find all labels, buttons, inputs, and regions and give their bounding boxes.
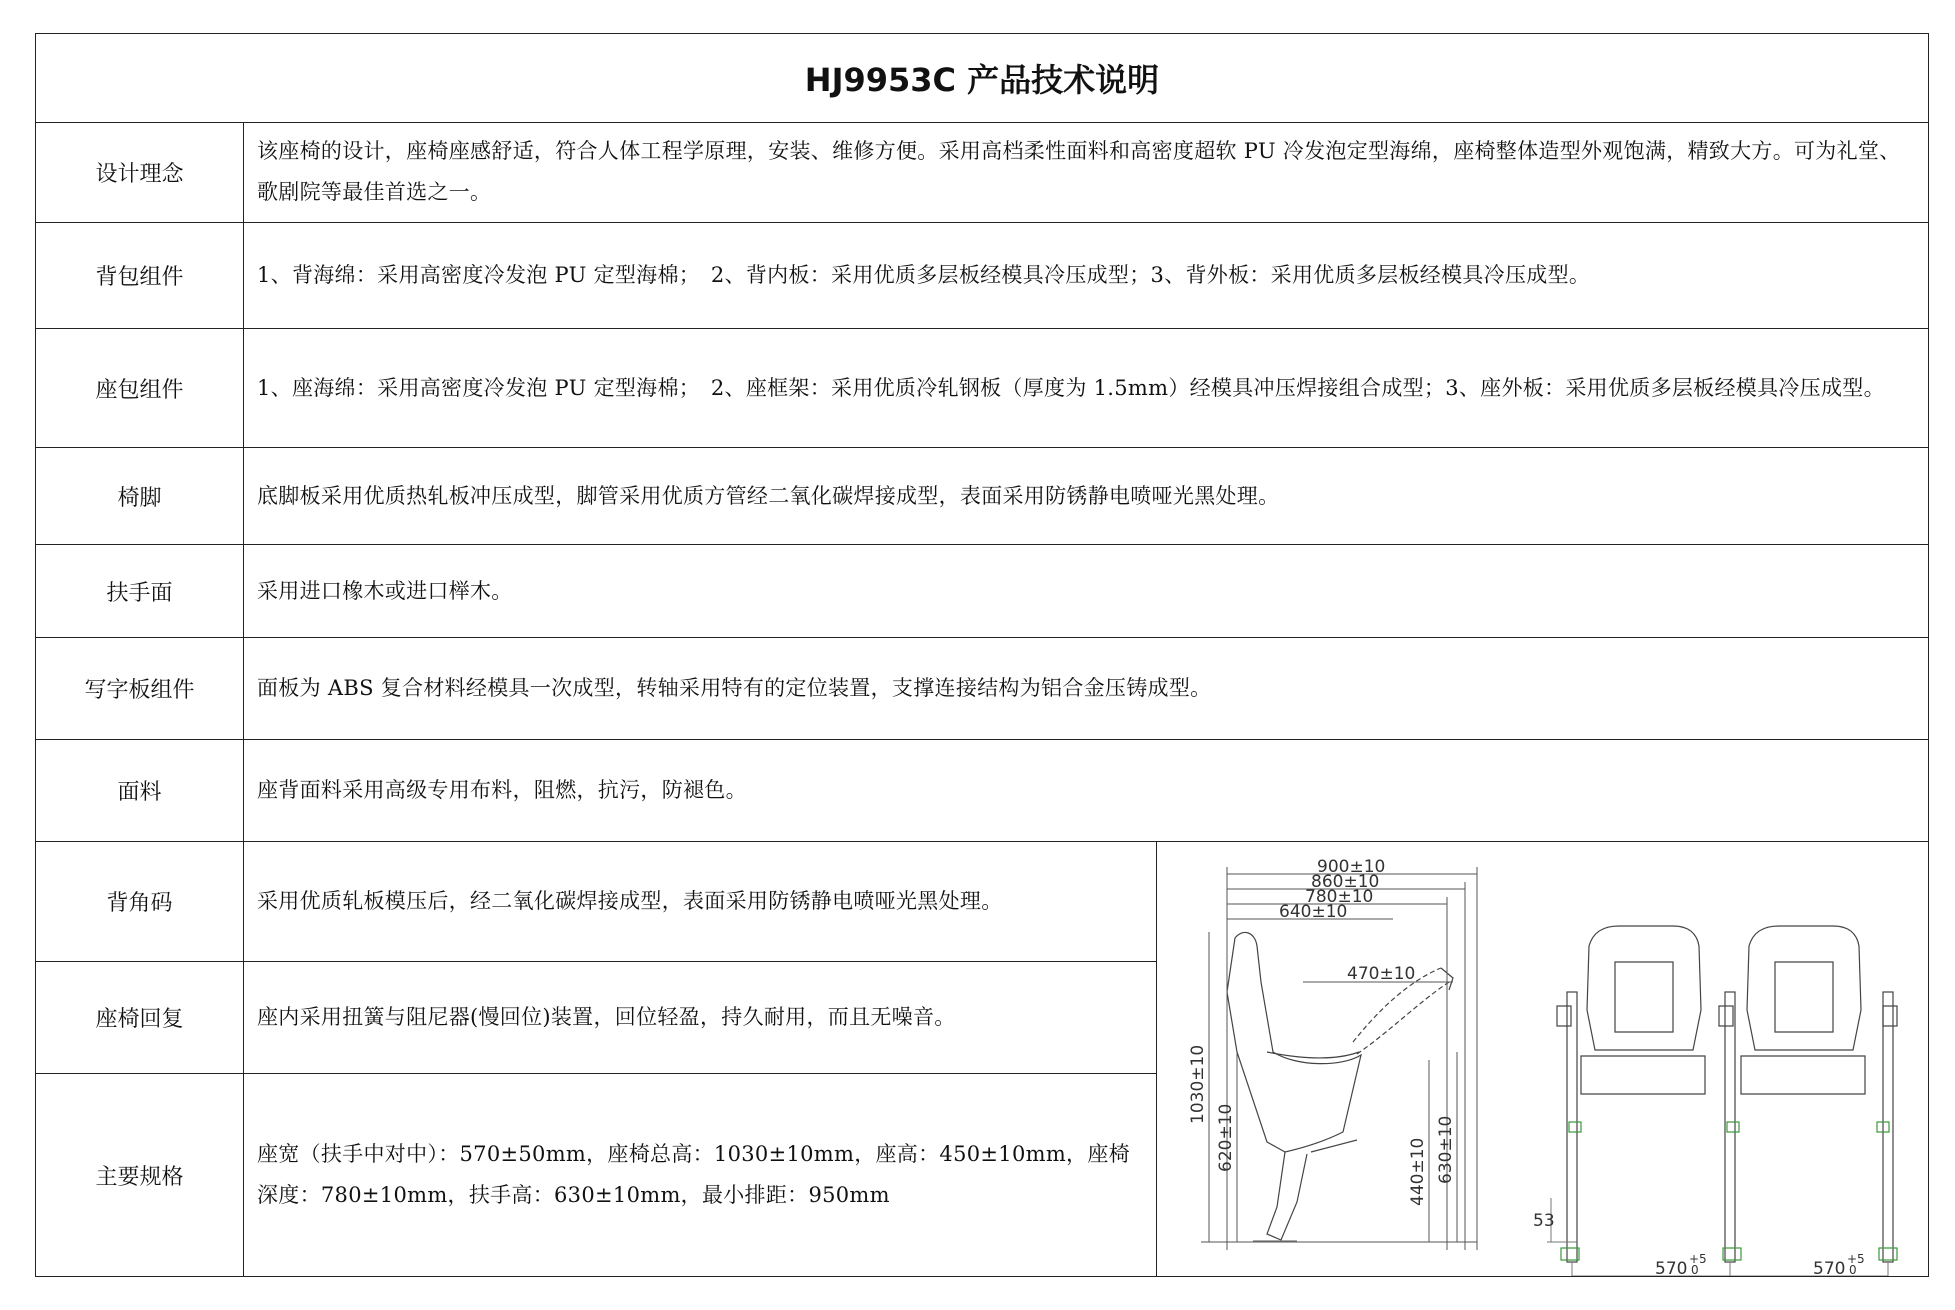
row-text: 1、背海绵：采用高密度冷发泡 PU 定型海棉； 2、背内板：采用优质多层板经模具冷压成型；3、背外板：采用优质多层板经模具冷压成型。 xyxy=(257,263,1591,287)
row-text: 面板为 ABS 复合材料经模具一次成型，转轴采用特有的定位装置，支撑连接结构为铝合金压铸成型。 xyxy=(257,676,1212,700)
spec-row-leg xyxy=(36,448,1928,545)
row-label: 设计理念 xyxy=(36,122,244,222)
spec-row-bracket xyxy=(36,842,1157,962)
spec-row-seat xyxy=(36,329,1928,448)
spec-row-return xyxy=(36,962,1157,1074)
side-view-dimension-lines xyxy=(1201,867,1477,1250)
row-text: 底脚板采用优质热轧板冲压成型，脚管采用优质方管经二氧化碳焊接成型，表面采用防锈静电喷哑光黑处理。 xyxy=(257,483,1280,508)
dim-53: 53 xyxy=(1533,1211,1555,1231)
row-label: 座包组件 xyxy=(36,329,244,447)
dim-570-right: 570 xyxy=(1813,1259,1846,1276)
front-view-chairs xyxy=(1557,926,1897,1262)
dim-780: 780±10 xyxy=(1305,887,1374,907)
dim-570-left: 570 xyxy=(1655,1259,1688,1276)
chair-dimension-drawing xyxy=(1157,842,1928,1276)
spec-sheet xyxy=(35,33,1929,1277)
row-label: 椅脚 xyxy=(36,448,244,544)
dim-620: 620±10 xyxy=(1216,1103,1236,1172)
spec-row-specs xyxy=(36,1074,1157,1276)
row-label: 座椅回复 xyxy=(36,962,244,1073)
dim-900: 900±10 xyxy=(1317,857,1386,877)
spec-row-armrest xyxy=(36,545,1928,638)
dim-440: 440±10 xyxy=(1408,1137,1428,1206)
front-view-green-brackets xyxy=(1561,1122,1897,1260)
row-text: 座宽（扶手中对中）：570±50mm，座椅总高：1030±10mm，座高：450±10mm，座椅深度：780±10mm，扶手高：630±10mm，最小排距：950mm xyxy=(257,1142,1130,1207)
row-text: 座内采用扭簧与阻尼器(慢回位)装置，回位轻盈，持久耐用，而且无噪音。 xyxy=(257,1005,956,1029)
dim-630: 630±10 xyxy=(1436,1115,1456,1184)
page-title: HJ9953C 产品技术说明 xyxy=(36,34,1928,123)
dim-640: 640±10 xyxy=(1279,902,1348,922)
tol-upper-left: +5 xyxy=(1689,1252,1707,1266)
dim-1030: 1030±10 xyxy=(1188,1044,1208,1124)
tol-upper-right: +5 xyxy=(1847,1252,1865,1266)
dim-470: 470±10 xyxy=(1347,964,1416,984)
row-label: 背角码 xyxy=(36,842,244,961)
row-text: 采用优质轧板模压后，经二氧化碳焊接成型，表面采用防锈静电喷哑光黑处理。 xyxy=(257,889,1003,913)
row-label: 主要规格 xyxy=(36,1074,244,1276)
spec-row-fabric xyxy=(36,740,1928,842)
row-text: 该座椅的设计，座椅座感舒适，符合人体工程学原理，安装、维修方便。采用高档柔性面料和高密度超软 PU 冷发泡定型海绵，座椅整体造型外观饱满，精致大方。可为礼堂、歌剧院等最佳首选之一。 xyxy=(257,139,1901,204)
row-text: 采用进口橡木或进口榉木。 xyxy=(257,578,513,603)
spec-row-design xyxy=(36,122,1928,223)
row-text: 1、座海绵：采用高密度冷发泡 PU 定型海棉； 2、座框架：采用优质冷轧钢板（厚度为 1.5mm）经模具冲压焊接组合成型；3、座外板：采用优质多层板经模具冷压成型。 xyxy=(257,375,1885,400)
drawing-svg xyxy=(1157,842,1928,1276)
row-label: 写字板组件 xyxy=(36,638,244,739)
row-text: 座背面料采用高级专用布料，阻燃，抗污，防褪色。 xyxy=(257,778,747,802)
spec-row-tablet xyxy=(36,638,1928,740)
row-label: 面料 xyxy=(36,740,244,841)
row-label: 背包组件 xyxy=(36,223,244,328)
dim-860: 860±10 xyxy=(1311,872,1380,892)
spec-row-back xyxy=(36,223,1928,329)
tol-lower-left: 0 xyxy=(1691,1263,1699,1276)
row-label: 扶手面 xyxy=(36,545,244,637)
tol-lower-right: 0 xyxy=(1849,1263,1857,1276)
